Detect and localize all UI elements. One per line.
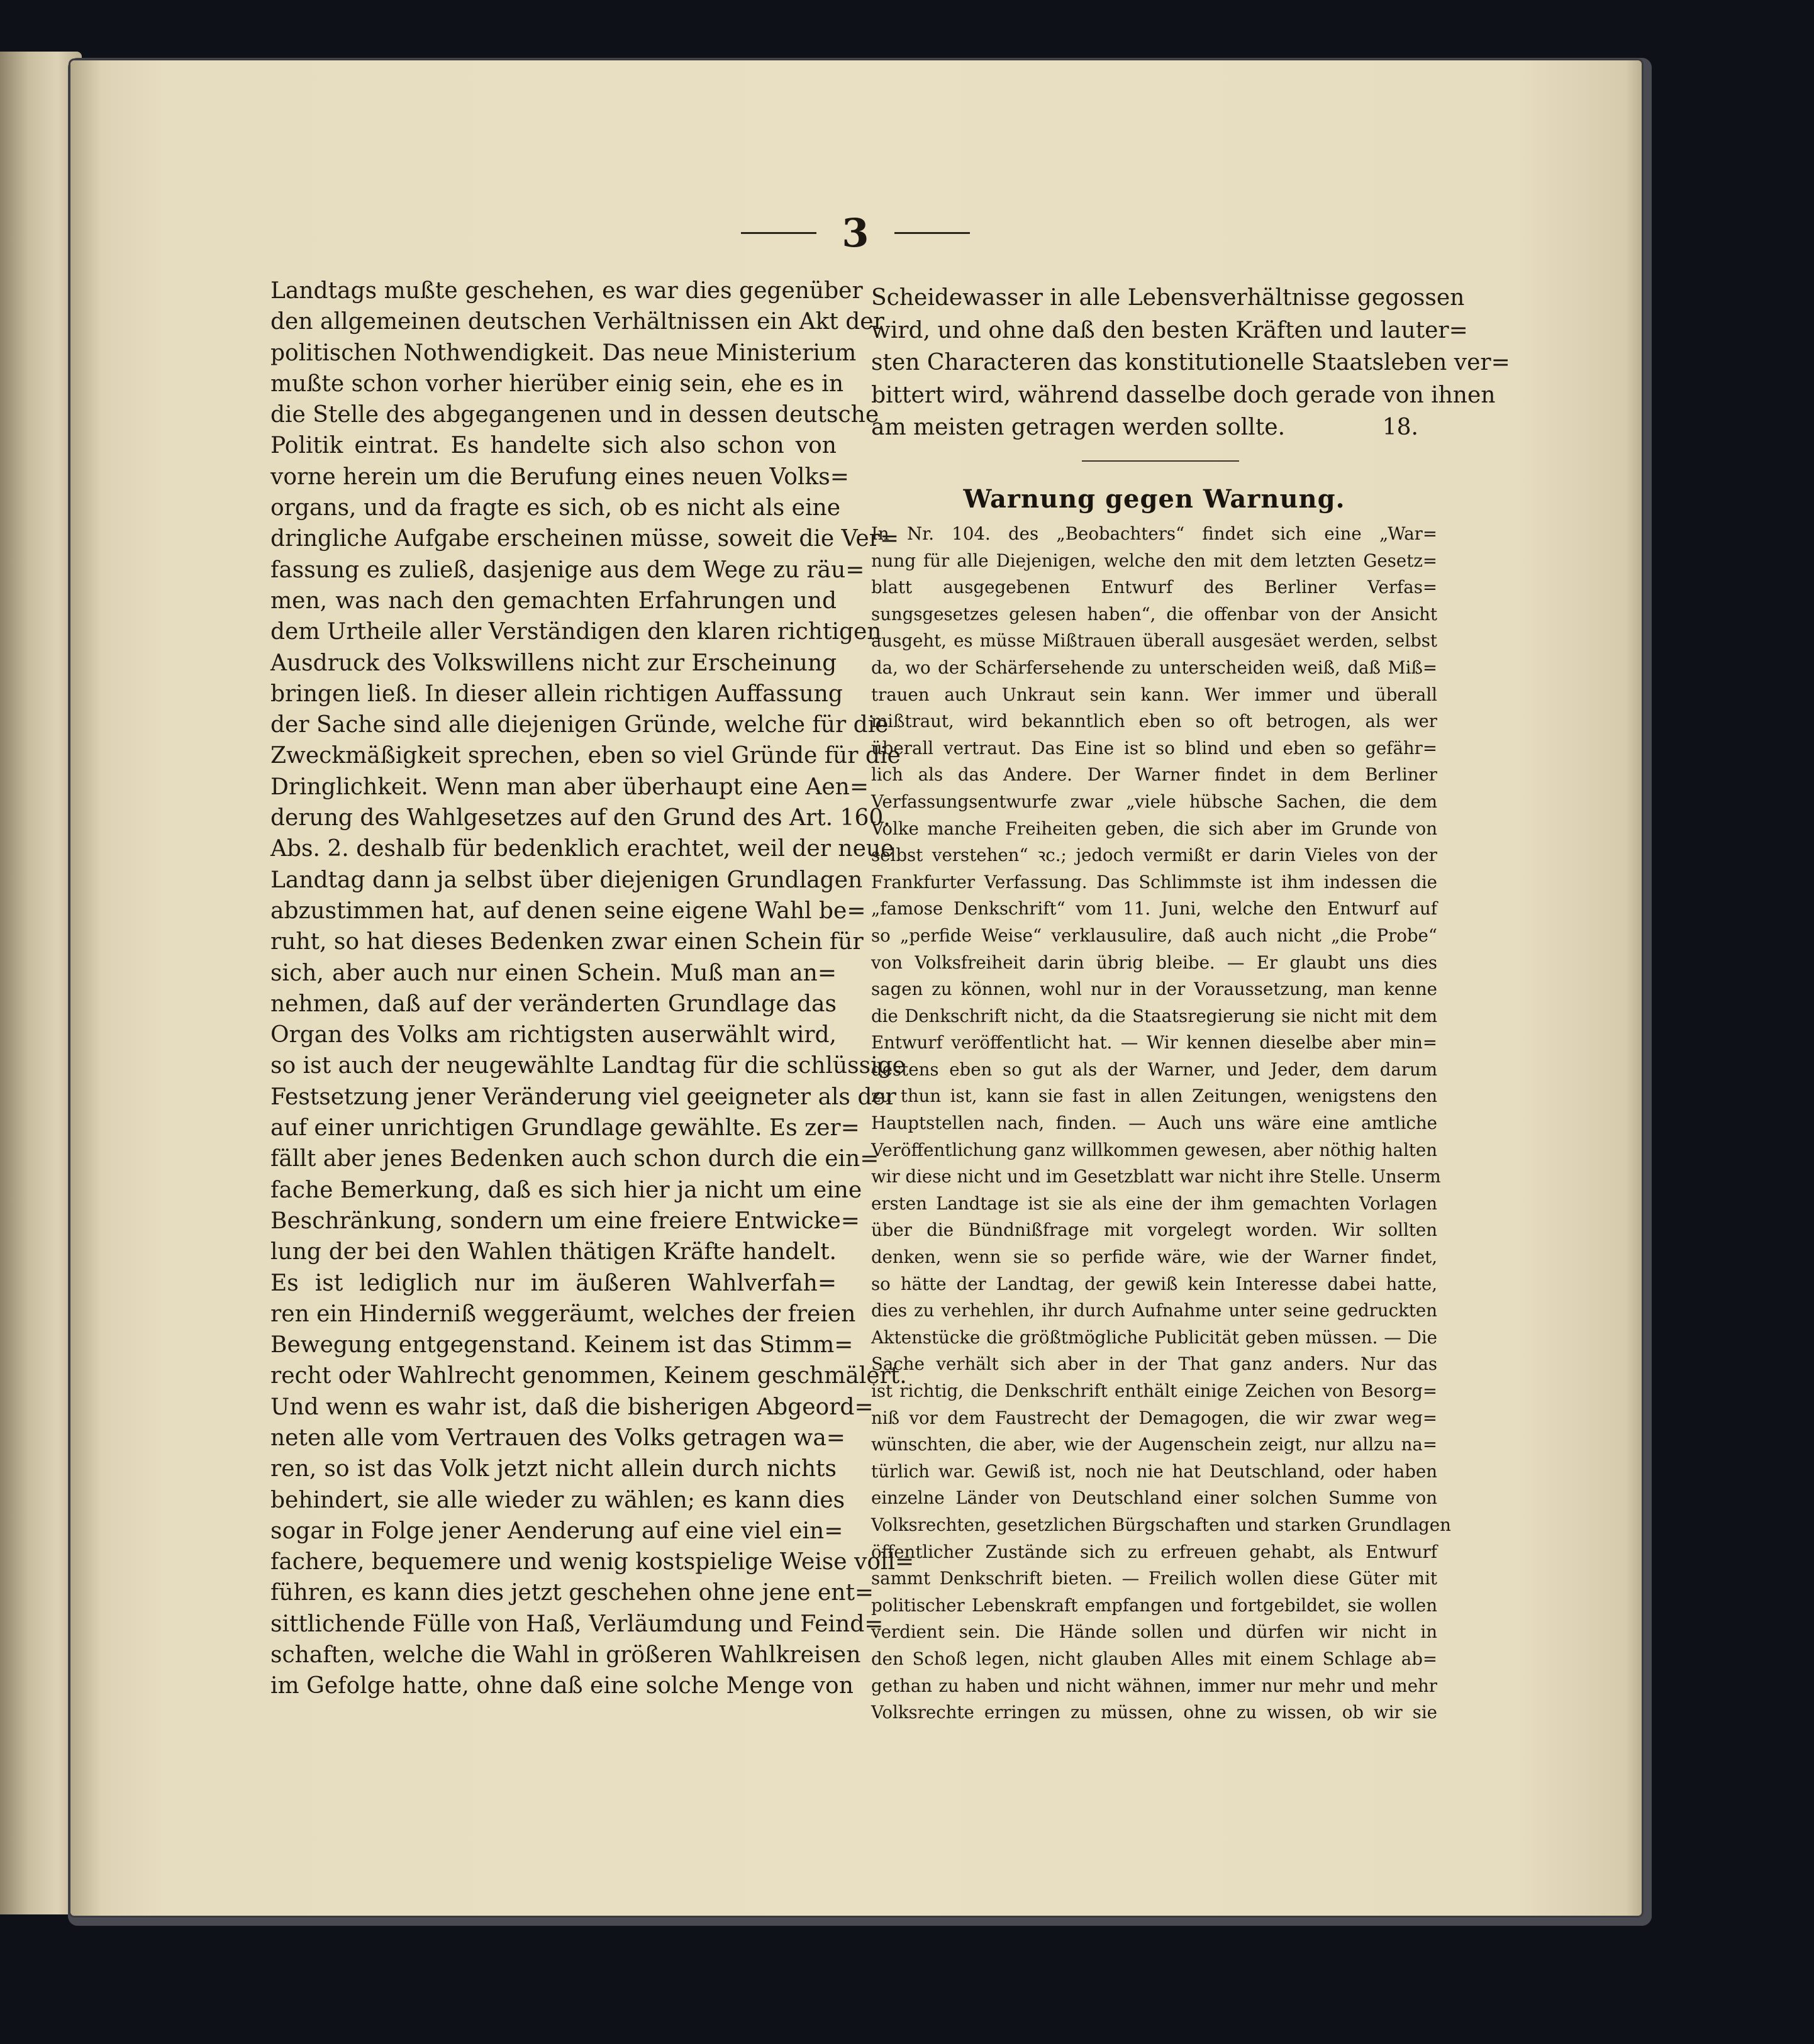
text-line: fällt aber jenes Bedenken auch schon durch die ein= [270, 1146, 879, 1172]
text-line: Verfassungsentwurfe zwar „viele hübsche Sachen, die dem [871, 791, 1437, 812]
text-line: ren, so ist das Volk jetzt nicht allein durch nichts [270, 1456, 837, 1482]
text-line: lich als das Andere. Der Warner findet in dem Berliner [871, 764, 1437, 786]
text-line: Frankfurter Verfassung. Das Schlimmste ist ihm indessen die [871, 871, 1437, 892]
text-line: denken, wenn sie so perfide wäre, wie der Warner findet, [871, 1247, 1437, 1268]
page-header [723, 209, 988, 256]
header-rule-right [894, 232, 970, 234]
text-line: niß vor dem Faustrecht der Demagogen, die wir zwar weg= [871, 1407, 1437, 1428]
text-line: In Nr. 104. des „Beobachters“ findet sich eine „War= [871, 523, 1437, 544]
text-line: sich, aber auch nur einen Schein. Muß man an= [270, 960, 837, 986]
article-title: Warnung gegen Warnung. [963, 484, 1345, 514]
text-line: ist richtig, die Denkschrift enthält einige Zeichen von Besorg= [871, 1380, 1437, 1401]
text-line: politischer Lebenskraft empfangen und fortgebildet, sie wollen [871, 1594, 1437, 1616]
text-line: im Gefolge hatte, ohne daß eine solche Menge von [270, 1673, 854, 1699]
text-line: fache Bemerkung, daß es sich hier ja nicht um eine [270, 1177, 862, 1203]
text-line: so hätte der Landtag, der gewiß kein Interesse dabei hatte, [871, 1273, 1437, 1294]
text-line: Es ist lediglich nur im äußeren Wahlverfah= [270, 1270, 837, 1296]
text-line: gethan zu haben und nicht wähnen, immer nur mehr und mehr [871, 1675, 1437, 1696]
text-line: sten Characteren das konstitutionelle Staatsleben ver= [871, 350, 1510, 375]
text-line: wird, und ohne daß den besten Kräften und lauter= [871, 317, 1468, 343]
text-line: Volke manche Freiheiten geben, die sich aber im Grunde von [871, 818, 1437, 839]
text-line: organs, und da fragte es sich, ob es nicht als eine [270, 495, 840, 521]
text-line: abzustimmen hat, auf denen seine eigene Wahl be= [270, 897, 866, 924]
text-line: Veröffentlichung ganz willkommen gewesen, aber nöthig halten [871, 1139, 1437, 1160]
header-rule-left [741, 232, 816, 234]
text-line: Volksrechte erringen zu müssen, ohne zu wissen, ob wir sie [871, 1702, 1437, 1723]
text-line: Ausdruck des Volkswillens nicht zur Erscheinung [270, 650, 837, 676]
text-line: wünschten, die aber, wie der Augenschein zeigt, nur allzu na= [871, 1434, 1437, 1455]
text-line: sammt Denkschrift bieten. — Freilich wollen diese Güter mit [871, 1568, 1437, 1589]
text-line: Und wenn es wahr ist, daß die bisherigen Abgeord= [270, 1394, 874, 1420]
closing-line [871, 411, 1437, 444]
text-line: Aktenstücke die größtmögliche Publicität geben müssen. — Die [871, 1326, 1437, 1348]
text-line: auf einer unrichtigen Grundlage gewählte. Es zer= [270, 1115, 860, 1141]
text-line: sagen zu können, wohl nur in der Voraussetzung, man kenne [871, 979, 1437, 1000]
text-line: den Schoß legen, nicht glauben Alles mit einem Schlage ab= [871, 1648, 1437, 1669]
text-line: den allgemeinen deutschen Verhältnissen ein Akt der [270, 309, 884, 335]
text-line: dringliche Aufgabe erscheinen müsse, soweit die Ver= [270, 526, 899, 552]
text-line: bittert wird, während dasselbe doch gerade von ihnen [871, 382, 1496, 408]
text-line: vorne herein um die Berufung eines neuen Volks= [270, 464, 849, 490]
text-line: öffentlicher Zustände sich zu erfreuen gehabt, als Entwurf [871, 1541, 1437, 1562]
text-line: neten alle vom Vertrauen des Volks getragen wa= [270, 1425, 845, 1451]
text-line: sungsgesetzes gelesen haben“, die offenbar von der Ansicht [871, 603, 1437, 625]
text-line: ausgeht, es müsse Mißtrauen überall ausgesäet werden, selbst [871, 630, 1437, 652]
text-line: dem Urtheile aller Verständigen den klaren richtigen [270, 619, 882, 645]
text-line: lung der bei den Wahlen thätigen Kräfte handelt. [270, 1239, 837, 1265]
text-line: politischen Nothwendigkeit. Das neue Ministerium [270, 340, 857, 366]
text-line: der Sache sind alle diejenigen Gründe, welche für die [270, 712, 889, 738]
text-line: Landtag dann ja selbst über diejenigen Grundlagen [270, 867, 863, 893]
text-line: die Stelle des abgegangenen und in dessen deutsche [270, 402, 879, 428]
text-line: Abs. 2. deshalb für bedenklich erachtet, weil der neue [270, 836, 894, 862]
text-line: die Denkschrift nicht, da die Staatsregierung sie nicht mit dem [871, 1005, 1437, 1026]
previous-page-edge [0, 52, 82, 1914]
left-text-column [270, 275, 915, 1702]
text-line: bringen ließ. In dieser allein richtigen Auffassung [270, 680, 843, 707]
text-line: da, wo der Schärfersehende zu unterscheiden weiß, daß Miß= [871, 657, 1437, 678]
right-column-continuation [871, 282, 1510, 444]
text-line: nung für alle Diejenigen, welche den mit dem letzten Gesetz= [871, 550, 1437, 571]
text-line: fassung es zuließ, dasjenige aus dem Wege zu räu= [270, 557, 865, 583]
text-line: Scheidewasser in alle Lebensverhältnisse gegossen [871, 285, 1465, 311]
text-line: sogar in Folge jener Aenderung auf eine viel ein= [270, 1518, 843, 1544]
text-line: so ist auch der neugewählte Landtag für die schlüssige [270, 1053, 906, 1079]
page-number: 3 [842, 209, 869, 256]
text-line: ruht, so hat dieses Bedenken zwar einen Schein für [270, 929, 864, 955]
text-line: Sache verhält sich aber in der That ganz anders. Nur das [871, 1353, 1437, 1375]
text-line: ersten Landtage ist sie als eine der ihm gemachten Vorlagen [871, 1192, 1437, 1214]
text-line: wir diese nicht und im Gesetzblatt war nicht ihre Stelle. Unserm [871, 1166, 1441, 1187]
text-line: Dringlichkeit. Wenn man aber überhaupt eine Aen= [270, 774, 869, 800]
text-line: sittlichende Fülle von Haß, Verläumdung und Feind= [270, 1611, 884, 1637]
text-line: zu thun ist, kann sie fast in allen Zeitungen, wenigstens den [871, 1086, 1437, 1107]
text-line: „famose Denkschrift“ vom 11. Juni, welche den Entwurf auf [871, 898, 1437, 919]
text-line: nehmen, daß auf der veränderten Grundlage das [270, 991, 837, 1017]
text-line: Bewegung entgegenstand. Keinem ist das Stimm= [270, 1332, 854, 1358]
text-line: mißtraut, wird bekanntlich eben so oft betrogen, als wer [871, 711, 1437, 732]
text-line: Hauptstellen nach, finden. — Auch uns wäre eine amtliche [871, 1113, 1437, 1134]
text-line: über die Bündnißfrage mit vorgelegt worden. Wir sollten [871, 1219, 1437, 1241]
text-line: führen, es kann dies jetzt geschehen ohne jene ent= [270, 1580, 874, 1606]
text-line: überall vertraut. Das Eine ist so blind und eben so gefähr= [871, 737, 1437, 758]
text-line: Beschränkung, sondern um eine freiere Entwicke= [270, 1208, 860, 1234]
text-line: derung des Wahlgesetzes auf den Grund des Art. 160. [270, 805, 891, 831]
author-signoff: 18. [1382, 414, 1418, 440]
text-line: von Volksfreiheit darin übrig bleibe. — Er glaubt uns dies [871, 952, 1437, 973]
text-line: Organ des Volks am richtigsten auserwählt wird, [270, 1022, 837, 1048]
text-line: schaften, welche die Wahl in größeren Wahlkreisen [270, 1642, 861, 1669]
text-line: türlich war. Gewiß ist, noch nie hat Deutschland, oder haben [871, 1460, 1437, 1482]
closing-text: am meisten getragen werden sollte. [871, 414, 1286, 440]
text-line: Entwurf veröffentlicht hat. — Wir kennen dieselbe aber min= [871, 1032, 1437, 1053]
text-line: ren ein Hinderniß weggeräumt, welches der freien [270, 1301, 856, 1327]
text-line: destens eben so gut als der Warner, und Jeder, dem darum [871, 1058, 1437, 1080]
text-line: selbst verstehen“ ꝛc.; jedoch vermißt er darin Vieles von der [871, 845, 1437, 866]
text-line: fachere, bequemere und wenig kostspielige Weise voll= [270, 1549, 915, 1575]
article-body [871, 521, 1451, 1726]
text-line: einzelne Länder von Deutschland einer solchen Summe von [871, 1487, 1437, 1509]
text-line: dies zu verhehlen, ihr durch Aufnahme unter seine gedruckten [871, 1300, 1437, 1321]
text-line: Volksrechten, gesetzlichen Bürgschaften und starken Grundlagen [871, 1514, 1451, 1535]
section-divider [1082, 460, 1239, 462]
text-line: blatt ausgegebenen Entwurf des Berliner Verfas= [871, 577, 1437, 598]
text-line: behindert, sie alle wieder zu wählen; es kann dies [270, 1487, 845, 1513]
text-line: so „perfide Weise“ verklausulire, daß auch nicht „die Probe“ [871, 925, 1437, 946]
text-line: trauen auch Unkraut sein kann. Wer immer und überall [871, 684, 1437, 705]
text-line: verdient sein. Die Hände sollen und dürfen wir nicht in [871, 1621, 1437, 1643]
text-line: men, was nach den gemachten Erfahrungen und [270, 587, 837, 614]
text-line: mußte schon vorher hierüber einig sein, ehe es in [270, 370, 844, 397]
text-line: Zweckmäßigkeit sprechen, eben so viel Gründe für die [270, 743, 901, 769]
text-line: Landtags mußte geschehen, es war dies gegenüber [270, 278, 863, 304]
text-line: Politik eintrat. Es handelte sich also schon von [270, 433, 837, 459]
text-line: Festsetzung jener Veränderung viel geeigneter als der [270, 1084, 896, 1110]
text-line: recht oder Wahlrecht genommen, Keinem geschmälert. [270, 1363, 907, 1389]
